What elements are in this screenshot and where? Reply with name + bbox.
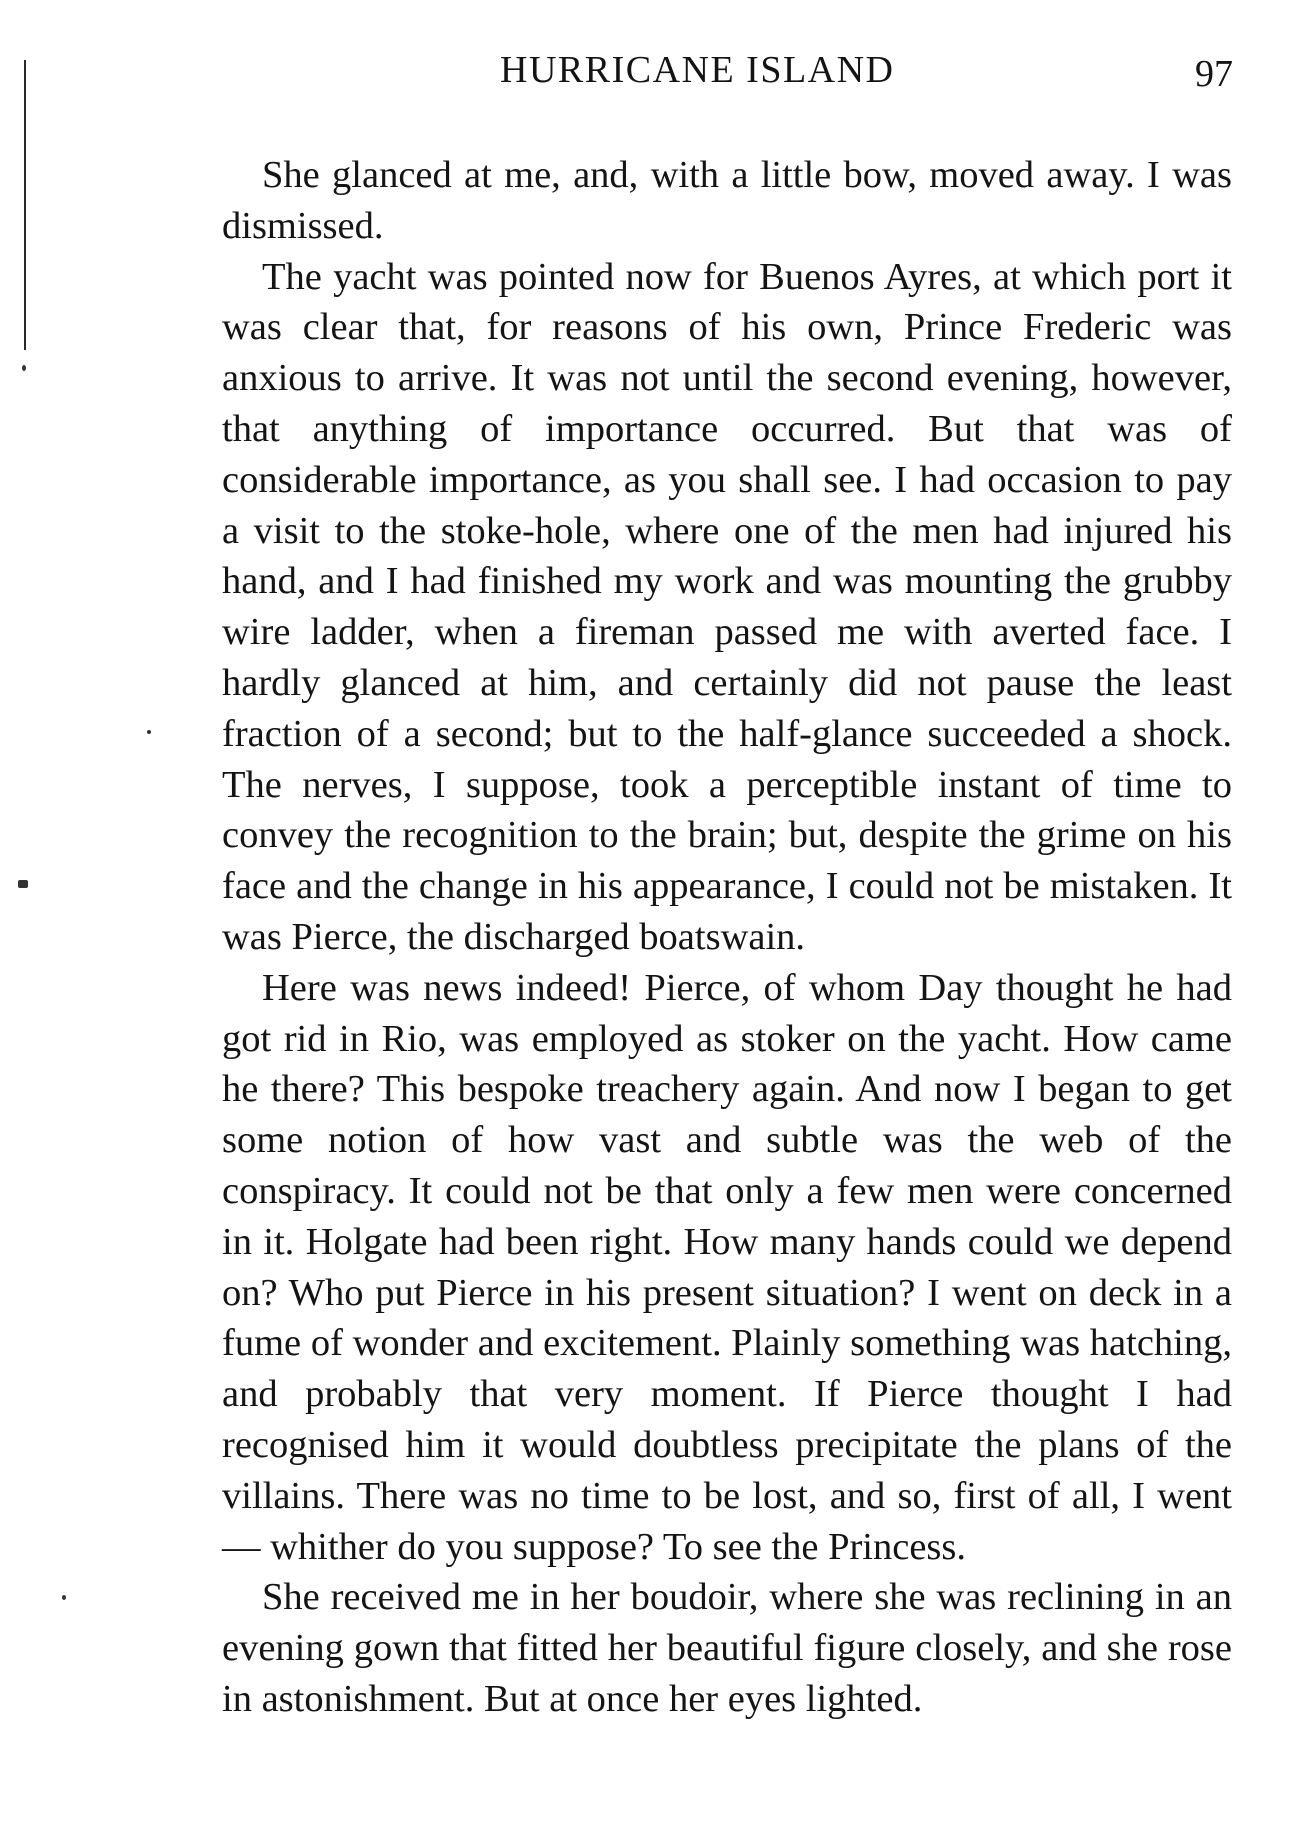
paragraph: She received me in her boudoir, where she was reclining in an evening gown that fitted her beautiful figure closely, and she rose in astonishment. But at once her eyes lighted.: [222, 1576, 1232, 1720]
running-head: [0, 48, 1303, 108]
scan-speck: [18, 880, 28, 888]
paragraph: The yacht was pointed now for Buenos Ayres, at which port it was clear that, for reasons of his own, Prince Frederic was anxious to arrive. It was not until the second evening, however, that anything of importance occurred. But that was of considerable importance, as you shall see. I had occasion to pay a visit to the stoke-hole, where one of the men had injured his hand, and I had finished my work and was mounting the grubby wire ladder, when a fireman passed me with averted face. I hardly glanced at him, and certainly did not pause the least fraction of a second; but to the half-glance succeeded a shock. The nerves, I suppose, took a perceptible instant of time to convey the recognition to the brain; but, despite the grime on his face and the change in his appearance, I could not be mistaken. It was Pierce, the discharged boatswain.: [222, 255, 1232, 958]
paragraph: She glanced at me, and, with a little bow, moved away. I was dismissed.: [222, 154, 1232, 247]
page-number: 97: [1195, 53, 1233, 95]
paragraph: Here was news indeed! Pierce, of whom Day thought he had got rid in Rio, was employed as stoker on the yacht. How came he there? This bespoke treachery again. And now I began to get some notion of how vast and subtle was the web of the conspiracy. It could not be that only a few men were concerned in it. Holgate had been right. How many hands could we depend on? Who put Pierce in his present situation? I went on deck in a fume of wonder and excitement. Plainly something was hatching, and probably that very moment. If Pierce thought I had recognised him it would doubtless precipitate the plans of the villains. There was no time to be lost, and so, first of all, I went— whither do you suppose? To see the Princess.: [222, 966, 1232, 1568]
running-title: HURRICANE ISLAND: [500, 49, 895, 91]
body-text: [222, 150, 1232, 1725]
scan-speck: [147, 730, 151, 734]
scan-speck: [22, 365, 26, 371]
scan-speck: [62, 1595, 66, 1600]
